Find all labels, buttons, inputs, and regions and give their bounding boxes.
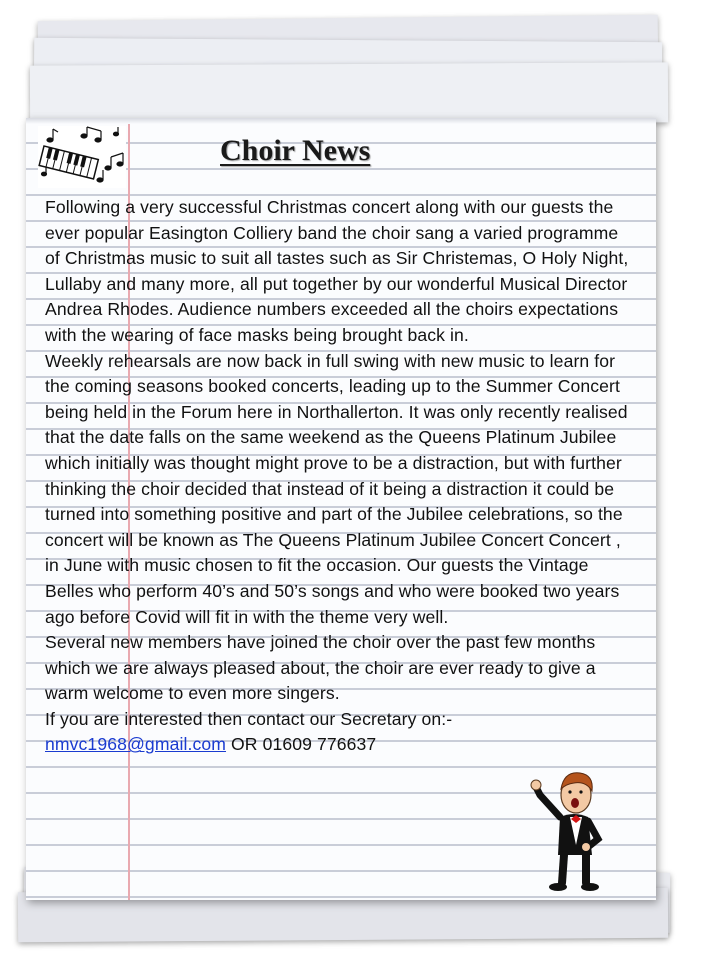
article-paragraph: Several new members have joined the choir over the past few months which we are always pleased about, the choir are ever ready to give a warm welcome to even more singers. xyxy=(45,632,596,704)
article-paragraph: Weekly rehearsals are now back in full swing with new music to learn for the coming seasons booked concerts, leading up to the Summer Concert being held in the Forum here in Northallerton. It was only recently realised that the date falls on the same weekend as the Queens Platinum Jubilee which initially was thought might prove to be a distraction, but with further thinking the choir decided that instead of it being a distraction it could be turned into something positive and part of the Jubilee celebrations, so the concert will be known as The Queens Platinum Jubilee Concert Concert , in June with music chosen to fit the occasion. Our guests the Vintage Belles who perform 40’s and 50’s songs and who were booked two years ago before Covid will fit in with the theme very well. xyxy=(45,350,628,627)
email-link[interactable]: nmvc1968@gmail.com xyxy=(45,734,227,755)
singing-man-icon xyxy=(530,765,610,893)
page-title: Choir News xyxy=(220,134,371,167)
phone-number: OR 01609 776637 xyxy=(226,734,377,755)
article-body xyxy=(45,195,630,758)
contact-intro: If you are interested then contact our Secretary on:- xyxy=(45,708,453,729)
contact-line xyxy=(45,732,630,758)
article-paragraph: Following a very successful Christmas concert along with our guests the ever popular Easington Colliery band the choir sang a varied programme of Christmas music to suit all tastes such as Sir Christemas, O Holy Night, Lullaby and many more, all put together by our wonderful Musical Director Andrea Rhodes. Audience numbers exceeded all the choirs expectations with the wearing of face masks being brought back in. xyxy=(45,197,629,345)
music-keyboard-notes-icon xyxy=(38,126,126,188)
paper-stack-sheet xyxy=(30,62,668,125)
